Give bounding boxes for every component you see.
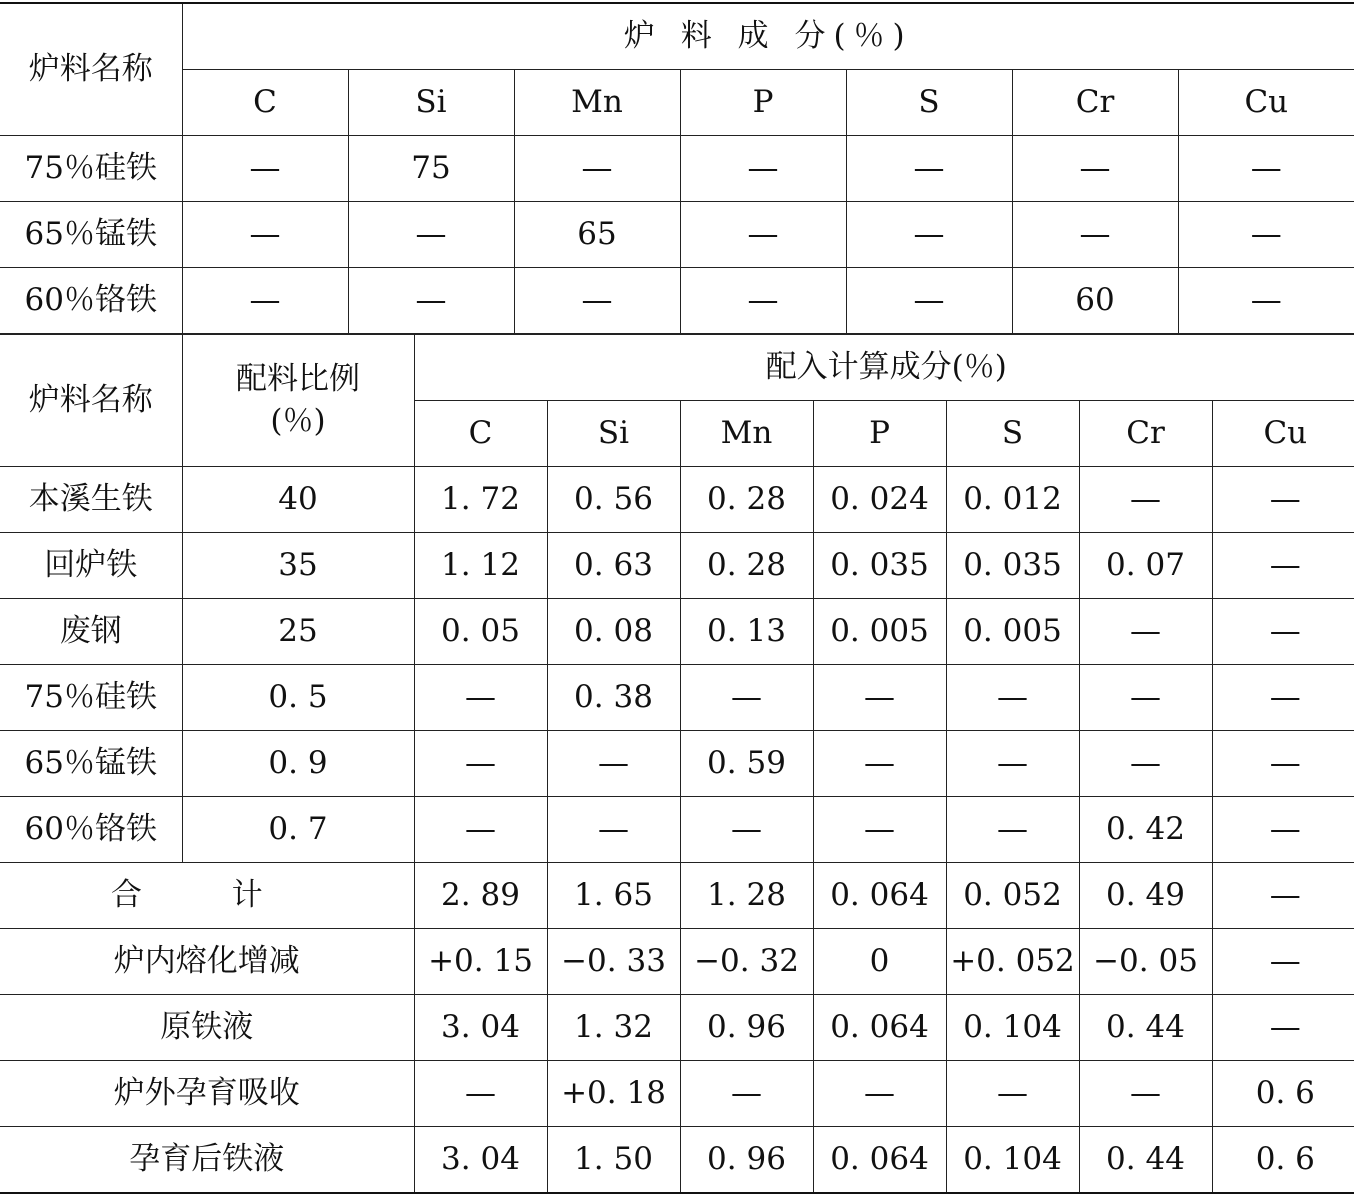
charge-name-cell: 75％硅铁	[0, 665, 182, 731]
value-cell: +0. 18	[547, 1061, 680, 1127]
value-cell: +0. 052	[946, 929, 1079, 995]
value-cell: 0. 024	[813, 467, 946, 533]
element-header-s: S	[846, 70, 1012, 136]
value-cell: —	[813, 731, 946, 797]
charge-name-header: 炉料名称	[0, 3, 182, 136]
value-cell: 0. 05	[414, 599, 547, 665]
ratio-header	[182, 335, 414, 467]
ratio-header-line1: 配料比例	[236, 360, 360, 397]
value-cell: —	[1212, 995, 1354, 1061]
ratio-cell: 0. 7	[182, 797, 414, 863]
charge-name-cell: 本溪生铁	[0, 467, 182, 533]
value-cell: —	[1212, 599, 1354, 665]
charge-name-cell: 60％铬铁	[0, 797, 182, 863]
value-cell: 0. 035	[946, 533, 1079, 599]
value-cell: —	[547, 731, 680, 797]
value-cell: —	[414, 665, 547, 731]
ratio-cell: 0. 5	[182, 665, 414, 731]
value-cell: 0. 38	[547, 665, 680, 731]
ratio-header-line2: (％)	[270, 402, 326, 439]
value-cell: —	[182, 136, 348, 202]
value-cell: —	[1012, 136, 1178, 202]
value-cell: —	[946, 1061, 1079, 1127]
value-cell: 0. 44	[1079, 995, 1212, 1061]
table-row	[0, 202, 1354, 268]
value-cell: —	[946, 665, 1079, 731]
value-cell: —	[680, 1061, 813, 1127]
value-cell: —	[680, 136, 846, 202]
value-cell: 0. 104	[946, 995, 1079, 1061]
charge-composition-table	[0, 2, 1354, 334]
element-header-s: S	[946, 401, 1079, 467]
value-cell: —	[414, 1061, 547, 1127]
value-cell: 75	[348, 136, 514, 202]
summary-row	[0, 1127, 1354, 1194]
value-cell: —	[846, 202, 1012, 268]
value-cell: 0. 59	[680, 731, 813, 797]
value-cell: 0. 064	[813, 995, 946, 1061]
charge-name-cell: 回炉铁	[0, 533, 182, 599]
table-row	[0, 268, 1354, 334]
value-cell: —	[680, 797, 813, 863]
table-row	[0, 136, 1354, 202]
value-cell: 65	[514, 202, 680, 268]
value-cell: —	[1212, 731, 1354, 797]
value-cell: —	[1212, 929, 1354, 995]
value-cell: —	[680, 202, 846, 268]
value-cell: —	[1079, 1061, 1212, 1127]
value-cell: —	[182, 202, 348, 268]
value-cell: —	[846, 136, 1012, 202]
value-cell: 3. 04	[414, 995, 547, 1061]
table-row	[0, 467, 1354, 533]
value-cell: 0. 104	[946, 1127, 1079, 1194]
element-header-si: Si	[547, 401, 680, 467]
summary-label: 原铁液	[0, 995, 414, 1061]
element-header-mn: Mn	[680, 401, 813, 467]
value-cell: —	[348, 268, 514, 334]
value-cell: —	[414, 731, 547, 797]
value-cell: 1. 12	[414, 533, 547, 599]
ratio-cell: 40	[182, 467, 414, 533]
value-cell: 0. 064	[813, 863, 946, 929]
table-row	[0, 731, 1354, 797]
table-row	[0, 599, 1354, 665]
value-cell: 0. 56	[547, 467, 680, 533]
ratio-cell: 35	[182, 533, 414, 599]
value-cell: 0. 005	[813, 599, 946, 665]
value-cell: —	[1079, 467, 1212, 533]
value-cell: +0. 15	[414, 929, 547, 995]
table-row	[0, 665, 1354, 731]
value-cell: 0. 6	[1212, 1061, 1354, 1127]
value-cell: 0. 07	[1079, 533, 1212, 599]
value-cell: —	[1212, 665, 1354, 731]
value-cell: 0. 052	[946, 863, 1079, 929]
value-cell: 1. 72	[414, 467, 547, 533]
value-cell: —	[1178, 268, 1354, 334]
value-cell: —	[1212, 863, 1354, 929]
value-cell: 1. 32	[547, 995, 680, 1061]
value-cell: 2. 89	[414, 863, 547, 929]
value-cell: —	[1079, 665, 1212, 731]
summary-row	[0, 1061, 1354, 1127]
value-cell: 0. 13	[680, 599, 813, 665]
value-cell: —	[1079, 599, 1212, 665]
value-cell: —	[1212, 797, 1354, 863]
value-cell: 0. 035	[813, 533, 946, 599]
value-cell: —	[1178, 136, 1354, 202]
value-cell: —	[846, 268, 1012, 334]
value-cell: —	[1212, 467, 1354, 533]
value-cell: —	[514, 136, 680, 202]
value-cell: 60	[1012, 268, 1178, 334]
value-cell: —	[680, 268, 846, 334]
value-cell: —	[514, 268, 680, 334]
value-cell: 3. 04	[414, 1127, 547, 1194]
summary-label: 炉外孕育吸收	[0, 1061, 414, 1127]
value-cell: −0. 32	[680, 929, 813, 995]
element-header-p: P	[680, 70, 846, 136]
value-cell: —	[1178, 202, 1354, 268]
value-cell: 0. 63	[547, 533, 680, 599]
summary-label: 炉内熔化增减	[0, 929, 414, 995]
value-cell: −0. 05	[1079, 929, 1212, 995]
value-cell: 0. 28	[680, 467, 813, 533]
value-cell: —	[813, 665, 946, 731]
value-cell: —	[182, 268, 348, 334]
value-cell: 1. 50	[547, 1127, 680, 1194]
value-cell: —	[946, 731, 1079, 797]
value-cell: —	[348, 202, 514, 268]
value-cell: 0. 012	[946, 467, 1079, 533]
table-row	[0, 797, 1354, 863]
charge-name-cell: 60％铬铁	[0, 268, 182, 334]
value-cell: —	[1212, 533, 1354, 599]
composition-group-header: 炉 料 成 分(％)	[182, 3, 1354, 70]
element-header-c: C	[182, 70, 348, 136]
value-cell: −0. 33	[547, 929, 680, 995]
value-cell: —	[813, 1061, 946, 1127]
value-cell: —	[1079, 731, 1212, 797]
value-cell: 0	[813, 929, 946, 995]
element-header-cu: Cu	[1178, 70, 1354, 136]
charge-name-cell: 75％硅铁	[0, 136, 182, 202]
charge-name-cell: 废钢	[0, 599, 182, 665]
summary-row	[0, 863, 1354, 929]
value-cell: —	[946, 797, 1079, 863]
element-header-si: Si	[348, 70, 514, 136]
value-cell: —	[813, 797, 946, 863]
value-cell: 0. 42	[1079, 797, 1212, 863]
summary-label: 孕育后铁液	[0, 1127, 414, 1194]
ratio-cell: 0. 9	[182, 731, 414, 797]
value-cell: —	[1012, 202, 1178, 268]
value-cell: 0. 064	[813, 1127, 946, 1194]
value-cell: 0. 08	[547, 599, 680, 665]
value-cell: 0. 005	[946, 599, 1079, 665]
value-cell: 0. 96	[680, 995, 813, 1061]
charge-name-cell: 65％锰铁	[0, 731, 182, 797]
value-cell: 0. 28	[680, 533, 813, 599]
value-cell: 0. 44	[1079, 1127, 1212, 1194]
value-cell: 1. 65	[547, 863, 680, 929]
element-header-cr: Cr	[1079, 401, 1212, 467]
summary-row	[0, 995, 1354, 1061]
summary-label: 合 计	[0, 863, 414, 929]
element-header-cr: Cr	[1012, 70, 1178, 136]
table-row	[0, 533, 1354, 599]
calculated-composition-header: 配入计算成分(％)	[414, 335, 1354, 401]
charge-name-cell: 65％锰铁	[0, 202, 182, 268]
batch-calculation-table	[0, 334, 1354, 1194]
value-cell: —	[680, 665, 813, 731]
value-cell: —	[547, 797, 680, 863]
value-cell: —	[414, 797, 547, 863]
value-cell: 1. 28	[680, 863, 813, 929]
value-cell: 0. 49	[1079, 863, 1212, 929]
charge-name-header: 炉料名称	[0, 335, 182, 467]
ratio-cell: 25	[182, 599, 414, 665]
value-cell: 0. 96	[680, 1127, 813, 1194]
element-header-cu: Cu	[1212, 401, 1354, 467]
element-header-p: P	[813, 401, 946, 467]
value-cell: 0. 6	[1212, 1127, 1354, 1194]
element-header-c: C	[414, 401, 547, 467]
summary-row	[0, 929, 1354, 995]
element-header-mn: Mn	[514, 70, 680, 136]
